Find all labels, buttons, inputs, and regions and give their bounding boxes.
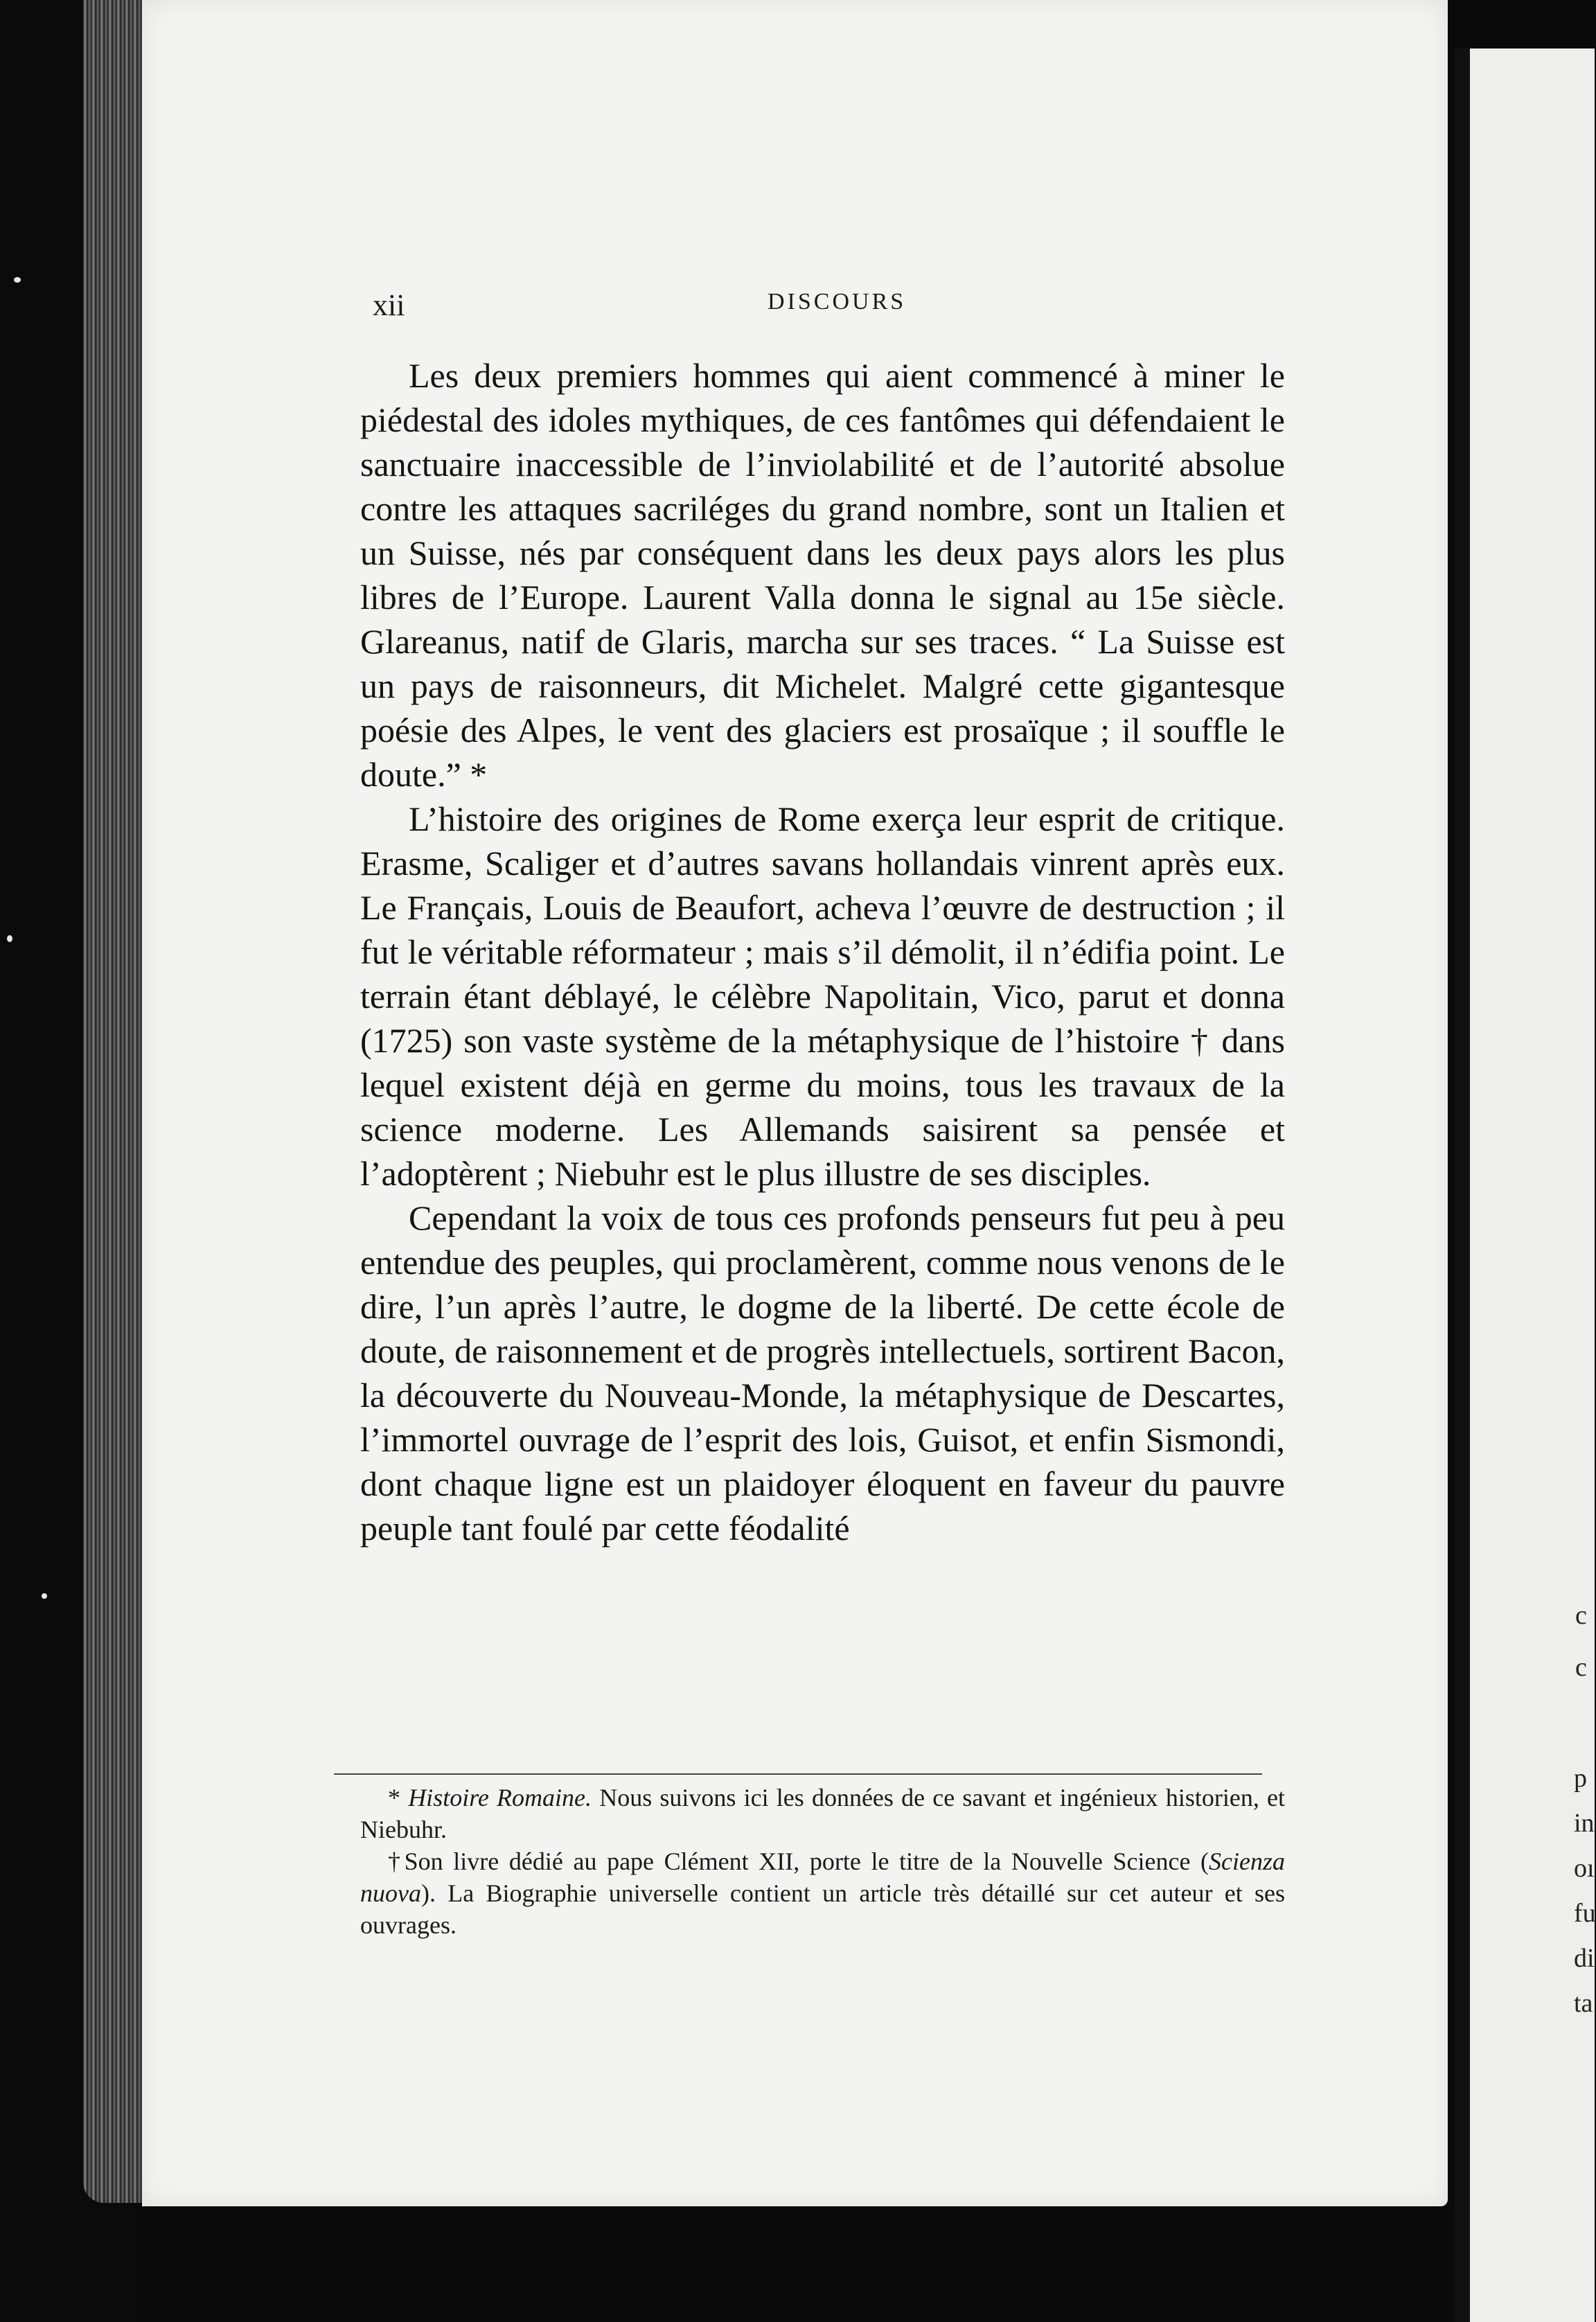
- facing-page-fragment: c: [1575, 1653, 1587, 1682]
- paragraph: Les deux premiers hommes qui aient commencé à miner le piédestal des idoles mythiques, de ces fantômes qui défendaient le sanctuaire inaccessible de l’inviolabilité et de l’autorité absolue contre les attaques sacriléges du grand nombre, sont un Italien et un Suisse, nés par conséquent dans les deux pays alors les plus libres de l’Europe. Laurent Valla donna le signal au 15e siècle. Glareanus, natif de Glaris, marcha sur ses traces. “ La Suisse est un pays de raisonneurs, dit Michelet. Malgré cette gigantesque poésie des Alpes, le vent des glaciers est prosaïque ; il souffle le doute.” *: [360, 356, 1285, 794]
- scan-speck: [14, 277, 21, 283]
- footnote-text: ). La Biographie universelle contient un article très détaillé sur cet auteur et ses ouvrages.: [360, 1879, 1285, 1939]
- footnote-text: Nous suivons ici les données de ce savant et ingénieux historien, et Niebuhr.: [360, 1784, 1286, 1843]
- facing-page-fragment: oı: [1574, 1854, 1595, 1883]
- page-stack-edge: [83, 0, 149, 2203]
- footnote-text: Son livre dédié au pape Clément XII, porte le titre de la Nouvelle Science (: [404, 1847, 1209, 1875]
- facing-page-fragment: in: [1574, 1809, 1595, 1838]
- facing-page-fragment: di: [1574, 1944, 1595, 1973]
- facing-page-fragment: c: [1575, 1601, 1587, 1630]
- facing-page-fragment: fu: [1574, 1899, 1596, 1928]
- footnotes: [360, 1782, 1285, 1941]
- body-text: [360, 353, 1285, 1550]
- facing-page-fragment: p: [1574, 1764, 1587, 1793]
- paragraph: Cependant la voix de tous ces profonds penseurs fut peu à peu entendue des peuples, qui proclamèrent, comme nous venons de le dire, l’un après l’autre, le dogme de la liberté. De cette école de doute, de raisonnement et de progrès intellectuels, sortirent Bacon, la découverte du Nouveau-Monde, la métaphysique de Descartes, l’immortel ouvrage de l’esprit des lois, Guisot, et enfin Sismondi, dont chaque ligne est un plaidoyer éloquent en faveur du pauvre peuple tant foulé par cette féodalité: [360, 1198, 1285, 1548]
- footnote: [360, 1845, 1285, 1941]
- footnote-rule: [334, 1773, 1262, 1775]
- paragraph: L’histoire des origines de Rome exerça leur esprit de critique. Erasme, Scaliger et d’autres savans hollandais vinrent après eux. Le Français, Louis de Beaufort, acheva l’œuvre de destruction ; il fut le véritable réformateur ; mais s’il démolit, il n’édifia point. Le terrain étant déblayé, le célèbre Napolitain, Vico, parut et donna (1725) son vaste système de la métaphysique de l’histoire † dans lequel existent déjà en germe du moins, tous les travaux de la science moderne. Les Allemands saisirent sa pensée et l’adoptèrent ; Niebuhr est le plus illustre de ses disciples.: [360, 799, 1285, 1193]
- footnote-title: Scienza nuova: [360, 1847, 1286, 1907]
- footnote-marker: *: [388, 1784, 400, 1811]
- scan-speck: [42, 1593, 47, 1599]
- footnote: [360, 1782, 1285, 1845]
- facing-page-edge: [1455, 48, 1595, 2322]
- facing-page-fragment: ta: [1574, 1989, 1593, 2018]
- page-number: xii: [373, 288, 405, 322]
- footnote-marker: †: [388, 1847, 405, 1875]
- scan-speck: [7, 935, 12, 942]
- running-head: DISCOURS: [768, 289, 907, 314]
- page-header: [373, 287, 1273, 329]
- footnote-title: Histoire Romaine.: [408, 1784, 592, 1811]
